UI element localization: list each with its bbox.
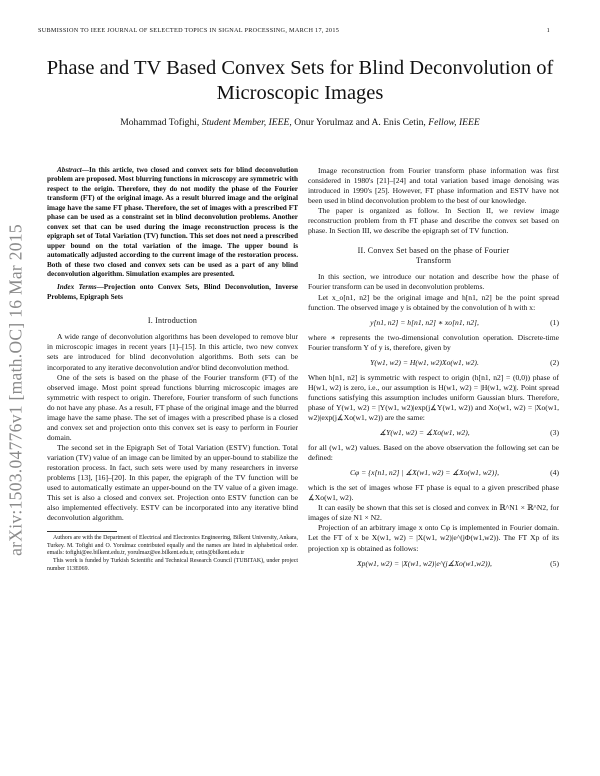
equation-3 bbox=[308, 423, 559, 443]
right-column bbox=[308, 166, 559, 574]
abstract-text: —In this article, two closed and convex sets for blind deconvolution problem are proposed. Most blurring functions in microscopy are symmetric with respect to the origin. Therefore, they do not modify the phase of the Fourier transform (FT) of the original image. As a result blurred image and the original image have the same FT phase. Therefore, the set of images with a prescribed FT phase can be used as a constraint set in blind deconvolution problems. Another convex set that can be used during the image reconstruction process is the epigraph set of Total Variation (TV) function. This set does not need a prescribed upper bound on the total variation of the image. The upper bound is automatically adjusted according to the current image of the restoration process. Both of these two closed and convex sets can be used as a part of any blind deconvolution algorithm. Simulation examples are presented. bbox=[47, 166, 298, 278]
equation-3-body: ∡Y(w1, w2) = ∡Xo(w1, w2), bbox=[379, 428, 470, 438]
section-1-heading: I. Introduction bbox=[147, 316, 198, 326]
equation-4-number: (4) bbox=[550, 468, 559, 478]
equation-1-number: (1) bbox=[550, 317, 559, 327]
abstract-label: Abstract bbox=[57, 166, 82, 174]
equation-1 bbox=[308, 313, 559, 333]
right-paragraph-8: which is the set of images whose FT phase is equal to a given prescribed phase ∡Xo(w1, w2). bbox=[308, 483, 559, 503]
footnote-funding: This work is funded by Turkish Scientific and Technical Research Council (TUBITAK), under project number 113E069. bbox=[47, 558, 298, 572]
equation-1-body: y[n1, n2] = h[n1, n2] ∗ xo[n1, n2], bbox=[370, 317, 479, 327]
index-terms-label: Index Terms bbox=[57, 283, 97, 292]
intro-paragraph-2: One of the sets is based on the phase of the Fourier transform (FT) of the observed image. Most point spread functions blurring microscopic images are symmetric with respect to origin. Therefore, Fourier transform of such functions do not have any phase. As a result, FT phase of the original image and the blurred image have the same phase. The set of images with a prescribed phase is a closed and convex set and projection onto this convex set is easy to perform in Fourier domain. bbox=[47, 372, 298, 442]
page-number: 1 bbox=[546, 27, 550, 34]
arxiv-sidebar bbox=[4, 200, 28, 580]
running-header bbox=[38, 27, 550, 34]
equation-3-number: (3) bbox=[550, 428, 559, 438]
author-2-role: Fellow, IEEE bbox=[428, 117, 480, 128]
equation-5-number: (5) bbox=[550, 558, 559, 568]
author-1-role: Student Member, IEEE, bbox=[201, 117, 292, 128]
abstract bbox=[47, 166, 298, 279]
right-paragraph-3: In this section, we introduce our notation and describe how the phase of Fourier transform can be used in deconvolution problems. bbox=[308, 272, 559, 292]
intro-paragraph-3: The second set in the Epigraph Set of Total Variation (ESTV) function. Total variation (TV) value of an image can be limited by an upper-bound to stabilize the restoration process. In fact, such sets were used by many researchers in inverse problems [13], [16]–[20]. In this paper, the epigraph of the TV function will be used to automatically estimate an upper-bound on the TV value of a given image. This set is also a closed and convex set. Projection onto ESTV function can be also implemented effectively. ESTV can be incorporated into any iterative blind deconvolution algorithm. bbox=[47, 442, 298, 523]
running-title: SUBMISSION TO IEEE JOURNAL OF SELECTED TOPICS IN SIGNAL PROCESSING, MARCH 17, 2015 bbox=[38, 27, 340, 34]
right-paragraph-5: where ∗ represents the two-dimensional convolution operation. Discrete-time Fourier transform Y of y is, therefore, given by bbox=[308, 332, 559, 352]
right-paragraph-9: It can easily be shown that this set is closed and convex in ℝ^N1 × ℝ^N2, for images of size N1 × N2. bbox=[308, 503, 559, 523]
section-2-heading-line-1: II. Convex Set based on the phase of Fourier bbox=[357, 246, 510, 256]
author-2: Onur Yorulmaz and A. Enis Cetin, bbox=[294, 117, 426, 128]
footnote-rule bbox=[47, 531, 117, 532]
equation-2 bbox=[308, 353, 559, 373]
section-2-heading-line-2: Transform bbox=[415, 256, 452, 266]
right-paragraph-2: The paper is organized as follow. In Section II, we review image reconstruction problem from th FT phase and describe the convex set based on phase. In Section III, we describe the epigraph set of TV function. bbox=[308, 206, 559, 236]
intro-paragraph-1: A wide range of deconvolution algorithms has been developed to remove blur in microscopic images in recent years [1]–[15]. In this article, two new convex sets are introduced for blind deconvolution algorithms. Both sets can be incorporated to any iterative deconvolution and/or blind deconvolution method. bbox=[47, 332, 298, 372]
right-paragraph-7: for all (w1, w2) values. Based on the above observation the following set can be defined: bbox=[308, 443, 559, 463]
right-paragraph-1: Image reconstruction from Fourier transform phase information was first considered in 1980's [21]–[24] and total variation based image denoising was introduced in 1990's [25]. However, FT phase information and ESTV have not been used in blind deconvolution problem to the best of our knowledge. bbox=[308, 166, 559, 206]
equation-4-body: Cφ = {x[n1, n2] | ∡X(w1, w2) = ∡Xo(w1, w2)}, bbox=[349, 468, 500, 478]
right-paragraph-10: Projection of an arbitrary image x onto Cφ is implemented in Fourier domain. Let the FT of x be X(w1, w2) = |X(w1, w2)|e^(jΦ(w1,w2)). The FT Xp of its projection xp is obtained as follows: bbox=[308, 523, 559, 553]
right-paragraph-6: When h[n1, n2] is symmetric with respect to origin (h[n1, n2] = (0,0)) phase of H(w1, w2) is zero, i.e., our assumption is H(w1, w2) = |H(w1, w2)|. Point spread functions satisfying this assumption includes uniform Gaussian blurs. Therefore, phase of Y(w1, w2) = |Y(w1, w2)|exp(j∡Y(w1, w2)) and Xo(w1, w2) = |Xo(w1, w2)|exp(j∡Xo(w1, w2)) are the same: bbox=[308, 372, 559, 422]
equation-2-body: Y(w1, w2) = H(w1, w2)Xo(w1, w2). bbox=[370, 357, 479, 367]
author-line bbox=[40, 117, 560, 128]
equation-4 bbox=[308, 463, 559, 483]
right-paragraph-4: Let x_o[n1, n2] be the original image and h[n1, n2] be the point spread function. The observed image y is obtained by the convolution of h with x: bbox=[308, 292, 559, 312]
index-terms bbox=[47, 283, 298, 302]
footnote-affiliation: Authors are with the Department of Electrical and Electronics Engineering, Bilkent University, Ankara, Turkey. M. Tofighi and O. Yorulmaz contributed equally and the names are listed in alphabetical order. emails: tofighi@ee.bilkent.edu.tr, yorulmaz@ee.bilkent.edu.tr, cetin@bilkent.edu.tr bbox=[47, 535, 298, 557]
arxiv-id: arXiv:1503.04776v1 [math.OC] 16 Mar 2015 bbox=[5, 224, 26, 556]
paper-title: Phase and TV Based Convex Sets for Blind Deconvolution of Microscopic Images bbox=[46, 57, 554, 104]
section-2-heading bbox=[308, 246, 559, 266]
left-column bbox=[47, 166, 298, 573]
equation-5 bbox=[308, 554, 559, 574]
author-1: Mohammad Tofighi, bbox=[120, 117, 200, 128]
index-terms-text: —Projection onto Convex Sets, Blind Deconvolution, Inverse Problems, Epigraph Sets bbox=[47, 283, 299, 301]
equation-2-number: (2) bbox=[550, 357, 559, 367]
equation-5-body: Xp(w1, w2) = |X(w1, w2)|e^(j∡Xo(w1,w2)), bbox=[357, 558, 492, 568]
